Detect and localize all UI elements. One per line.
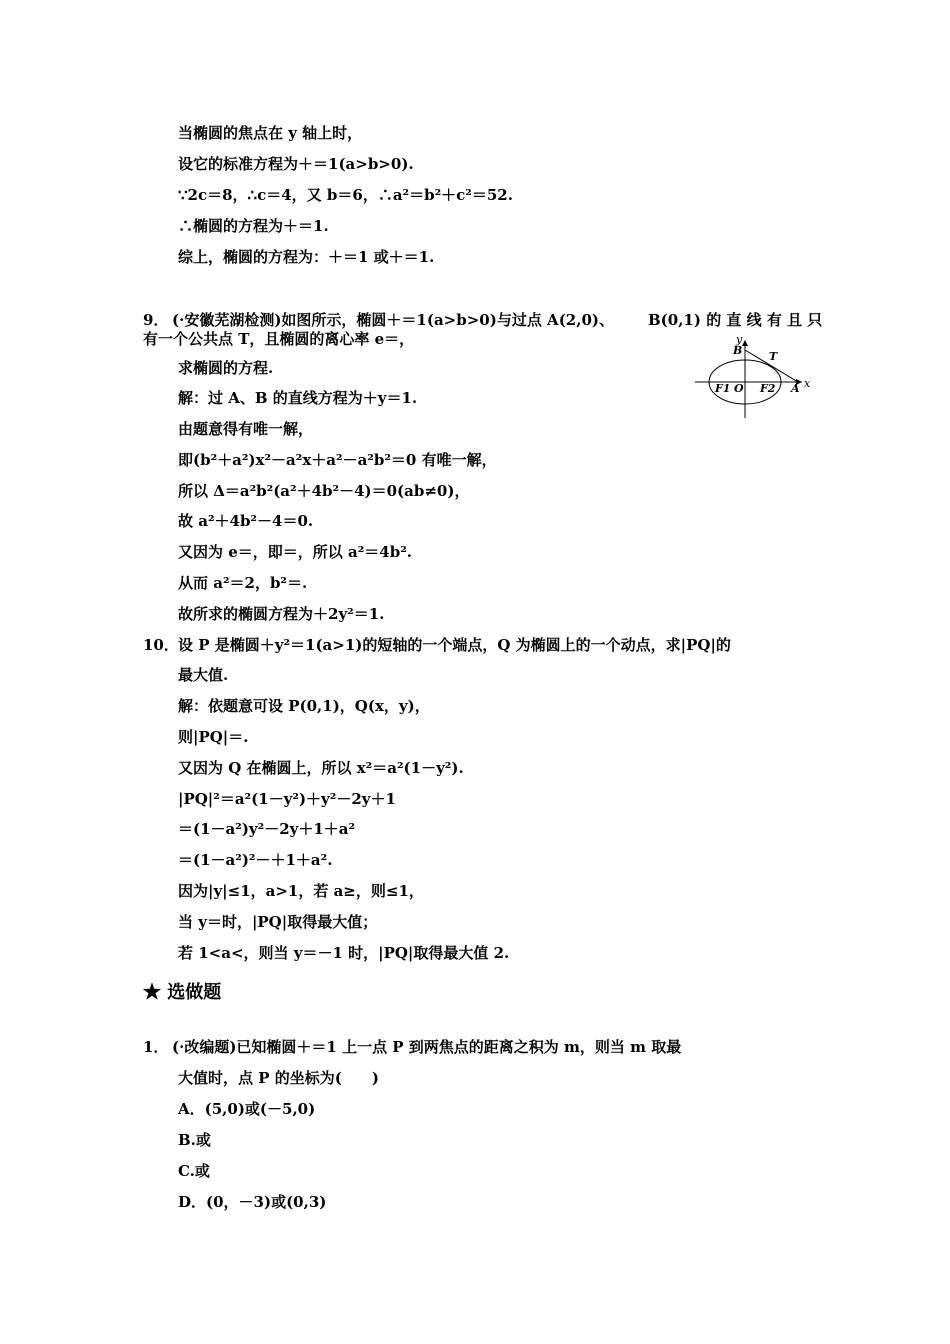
- focus-f1-label: F1: [715, 382, 731, 395]
- solution-line: 又因为 e＝，即＝，所以 a²＝4b².: [178, 543, 412, 561]
- option-b: B.或: [178, 1131, 211, 1149]
- question-number: 9．: [143, 311, 169, 329]
- solution-line: 解：过 A、B 的直线方程为＋y＝1.: [178, 389, 418, 407]
- solution-line: 若 1<a<，则当 y＝－1 时，|PQ|取得最大值 2.: [178, 944, 510, 962]
- solution-line: 故 a²＋4b²－4＝0.: [178, 512, 314, 530]
- text-line: ∴椭圆的方程为＋＝1.: [178, 217, 329, 235]
- solution-line: 故所求的椭圆方程为＋2y²＝1.: [178, 605, 385, 623]
- question-text: 最大值.: [178, 666, 229, 684]
- solution-line: 当 y＝时，|PQ|取得最大值；: [178, 913, 378, 931]
- point-b-label: B: [733, 344, 743, 357]
- text-line: 设它的标准方程为＋＝1(a>b>0).: [178, 155, 414, 173]
- question-text: 有一个公共点 T，且椭圆的离心率 e＝，: [143, 330, 415, 348]
- text-line: ∵2c＝8，∴c＝4，又 b＝6，∴a²＝b²＋c²＝52.: [178, 186, 513, 204]
- point-a-label: A: [791, 382, 800, 395]
- solution-line: 所以 Δ＝a²b²(a²＋4b²－4)＝0(ab≠0)，: [178, 482, 470, 500]
- solution-line: 又因为 Q 在椭圆上，所以 x²＝a²(1－y²).: [178, 759, 464, 777]
- question-number: 1．: [143, 1038, 169, 1056]
- solution-line: 因为|y|≤1，a>1，若 a≥，则≤1，: [178, 882, 424, 900]
- point-t-label: T: [769, 350, 778, 363]
- y-axis-label: y: [736, 333, 743, 346]
- question-text: (·改编题)已知椭圆＋＝1 上一点 P 到两焦点的距离之积为 m，则当 m 取最: [172, 1038, 682, 1056]
- option-d: D．(0，－3)或(0,3): [178, 1193, 327, 1211]
- solution-line: 由题意得有唯一解，: [178, 420, 314, 438]
- option-a: A．(5,0)或(－5,0): [178, 1100, 316, 1118]
- solution-line: |PQ|²＝a²(1－y²)＋y²－2y＋1: [178, 790, 396, 808]
- solution-line: 解：依题意可设 P(0,1)，Q(x，y)，: [178, 697, 430, 715]
- question-text: 大值时，点 P 的坐标为( ): [178, 1069, 379, 1087]
- question-number: 10．: [143, 636, 179, 654]
- ellipse-figure: [690, 330, 820, 420]
- text-line: 当椭圆的焦点在 y 轴上时，: [178, 124, 363, 142]
- x-axis-label: x: [804, 377, 811, 390]
- solution-line: ＝(1－a²)²－＋1＋a².: [178, 851, 333, 869]
- question-text: 求椭圆的方程.: [178, 359, 274, 377]
- focus-f2-label: F2: [760, 382, 776, 395]
- solution-line: ＝(1－a²)y²－2y＋1＋a²: [178, 820, 356, 838]
- y-axis-arrow: [742, 340, 748, 346]
- section-title: ★ 选做题: [143, 982, 222, 1003]
- question-text: (·安徽芜湖检测)如图所示，椭圆＋＝1(a>b>0)与过点 A(2,0)、: [172, 311, 614, 329]
- question-text: 设 P 是椭圆＋y²＝1(a>1)的短轴的一个端点，Q 为椭圆上的一个动点，求|PQ|的: [178, 636, 731, 654]
- text-line: 综上，椭圆的方程为：＋＝1 或＋＝1.: [178, 248, 435, 266]
- origin-label: O: [734, 382, 744, 395]
- solution-line: 即(b²＋a²)x²－a²x＋a²－a²b²＝0 有唯一解，: [178, 451, 497, 469]
- option-c: C.或: [178, 1162, 210, 1180]
- solution-line: 从而 a²＝2，b²＝.: [178, 574, 308, 592]
- solution-line: 则|PQ|＝.: [178, 728, 249, 746]
- question-text: B(0,1) 的 直 线 有 且 只: [648, 311, 823, 329]
